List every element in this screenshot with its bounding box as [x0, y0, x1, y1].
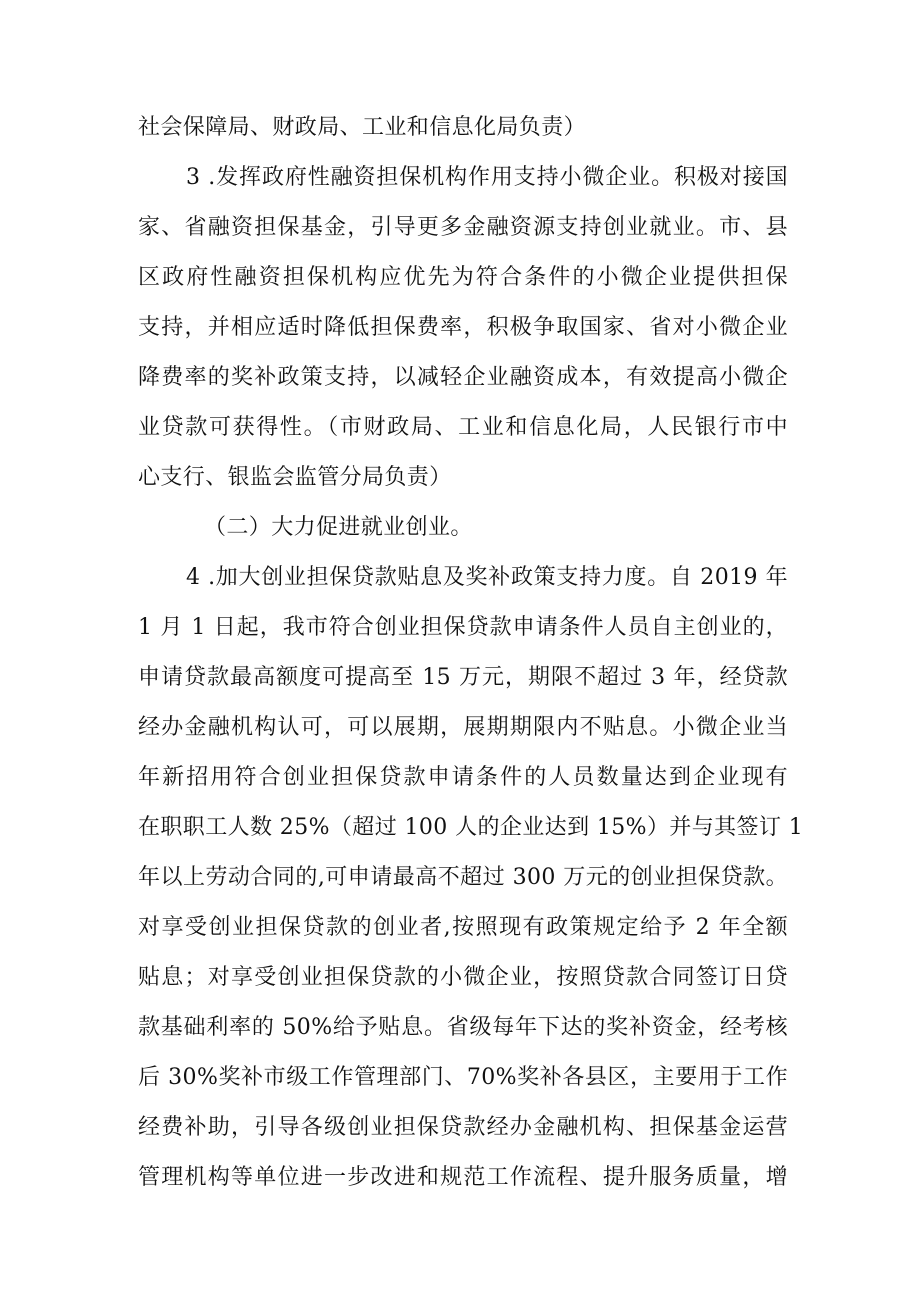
text-line-13: 经办金融机构认可，可以展期，展期期限内不贴息。小微企业当: [138, 715, 788, 740]
text-line-22: 管理机构等单位进一步改进和规范工作流程、提升服务质量，增: [138, 1165, 788, 1190]
text-line-20: 后 30%奖补市级工作管理部门、70%奖补各县区，主要用于工作: [138, 1065, 788, 1090]
text-line-18: 贴息；对享受创业担保贷款的小微企业，按照贷款合同签订日贷: [138, 965, 788, 990]
text-line-15: 在职职工人数 25%（超过 100 人的企业达到 15%）并与其签订 1: [138, 815, 804, 840]
text-line-7: 业贷款可获得性。（市财政局、工业和信息化局，人民银行市中: [138, 415, 788, 440]
text-line-4: 区政府性融资担保机构应优先为符合条件的小微企业提供担保: [138, 265, 788, 290]
text-line-3: 家、省融资担保基金，引导更多金融资源支持创业就业。市、县: [138, 215, 788, 240]
text-line-14: 年新招用符合创业担保贷款申请条件的人员数量达到企业现有: [138, 765, 788, 790]
text-line-10: 4 .加大创业担保贷款贴息及奖补政策支持力度。自 2019 年: [186, 565, 788, 590]
text-line-21: 经费补助，引导各级创业担保贷款经办金融机构、担保基金运营: [138, 1115, 788, 1140]
text-line-11: 1 月 1 日起，我市符合创业担保贷款申请条件人员自主创业的，: [138, 615, 788, 640]
text-line-12: 申请贷款最高额度可提高至 15 万元，期限不超过 3 年，经贷款: [138, 665, 788, 690]
text-line-19: 款基础利率的 50%给予贴息。省级每年下达的奖补资金，经考核: [138, 1015, 788, 1040]
text-line-6: 降费率的奖补政策支持，以减轻企业融资成本，有效提高小微企: [138, 365, 788, 390]
text-line-16: 年以上劳动合同的,可申请最高不超过 300 万元的创业担保贷款。: [138, 865, 788, 890]
text-line-2: 3 .发挥政府性融资担保机构作用支持小微企业。积极对接国: [186, 165, 788, 190]
section-heading: （二）大力促进就业创业。: [204, 515, 473, 540]
text-line-17: 对享受创业担保贷款的创业者,按照现有政策规定给予 2 年全额: [138, 915, 788, 940]
text-line-8: 心支行、银监会监管分局负责）: [138, 465, 452, 490]
text-line-5: 支持，并相应适时降低担保费率，积极争取国家、省对小微企业: [138, 315, 788, 340]
text-line-1: 社会保障局、财政局、工业和信息化局负责）: [138, 115, 587, 140]
